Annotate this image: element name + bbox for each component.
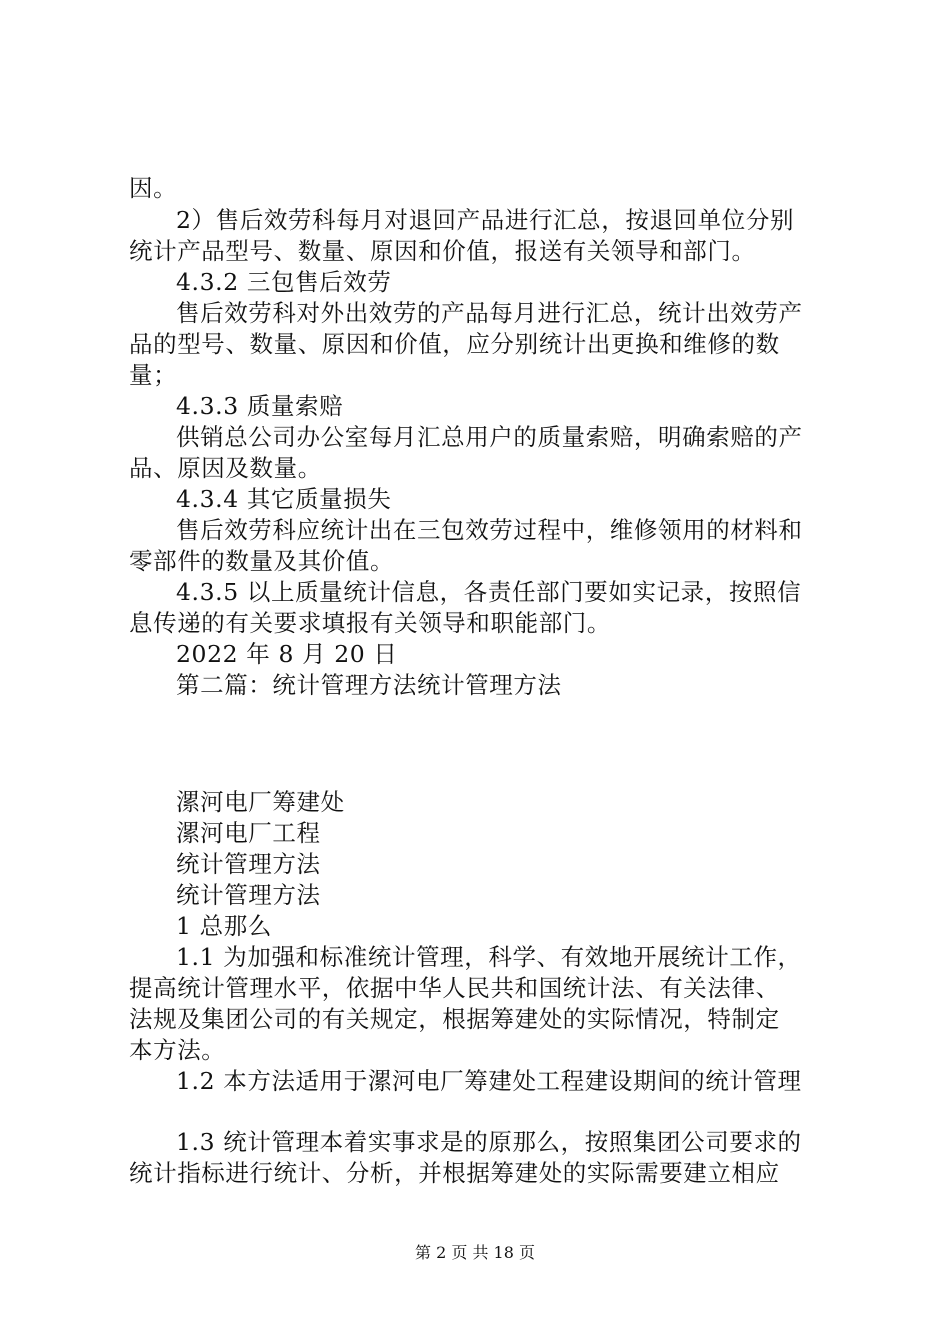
text-line: 品的型号、数量、原因和价值，应分别统计出更换和维修的数	[129, 330, 780, 358]
text-line: 本方法。	[129, 1036, 226, 1064]
text-line: 2）售后效劳科每月对退回产品进行汇总，按退回单位分别	[176, 206, 795, 234]
text-line: 零部件的数量及其价值。	[129, 547, 395, 575]
text-line: 1.3 统计管理本着实事求是的原那么，按照集团公司要求的	[176, 1128, 802, 1156]
section-heading: 1 总那么	[176, 912, 272, 940]
text-line: 统计产品型号、数量、原因和价值，报送有关领导和部门。	[129, 237, 756, 265]
page-footer: 第 2 页 共 18 页	[415, 1243, 535, 1262]
text-line: 供销总公司办公室每月汇总用户的质量索赔，明确索赔的产	[176, 423, 803, 451]
text-line: 息传递的有关要求填报有关领导和职能部门。	[129, 609, 611, 637]
doc-title: 统计管理方法	[176, 881, 321, 909]
text-line: 1.2 本方法适用于漯河电厂筹建处工程建设期间的统计管理	[176, 1067, 802, 1095]
org-name: 漯河电厂筹建处	[176, 788, 345, 816]
date-line: 2022 年 8 月 20 日	[176, 640, 398, 668]
text-line: 售后效劳科对外出效劳的产品每月进行汇总，统计出效劳产	[176, 299, 803, 327]
doc-title: 统计管理方法	[176, 850, 321, 878]
text-line: 提高统计管理水平，依据中华人民共和国统计法、有关法律、	[129, 974, 780, 1002]
text-line: 1.1 为加强和标准统计管理，科学、有效地开展统计工作，	[176, 943, 802, 971]
chapter-heading: 第二篇：统计管理方法统计管理方法	[176, 671, 562, 699]
text-line: 品、原因及数量。	[129, 454, 322, 482]
text-line: 法规及集团公司的有关规定，根据筹建处的实际情况，特制定	[129, 1005, 780, 1033]
text-line: 量；	[129, 361, 178, 389]
text-line: 售后效劳科应统计出在三包效劳过程中，维修领用的材料和	[176, 516, 803, 544]
project-name: 漯河电厂工程	[176, 819, 321, 847]
text-line: 4.3.3 质量索赔	[176, 392, 344, 420]
text-line: 统计指标进行统计、分析，并根据筹建处的实际需要建立相应	[129, 1159, 780, 1187]
text-line: 4.3.5 以上质量统计信息，各责任部门要如实记录，按照信	[176, 578, 802, 606]
text-line: 4.3.2 三包售后效劳	[176, 268, 392, 296]
text-line: 因。	[129, 174, 178, 202]
text-line: 4.3.4 其它质量损失	[176, 485, 392, 513]
